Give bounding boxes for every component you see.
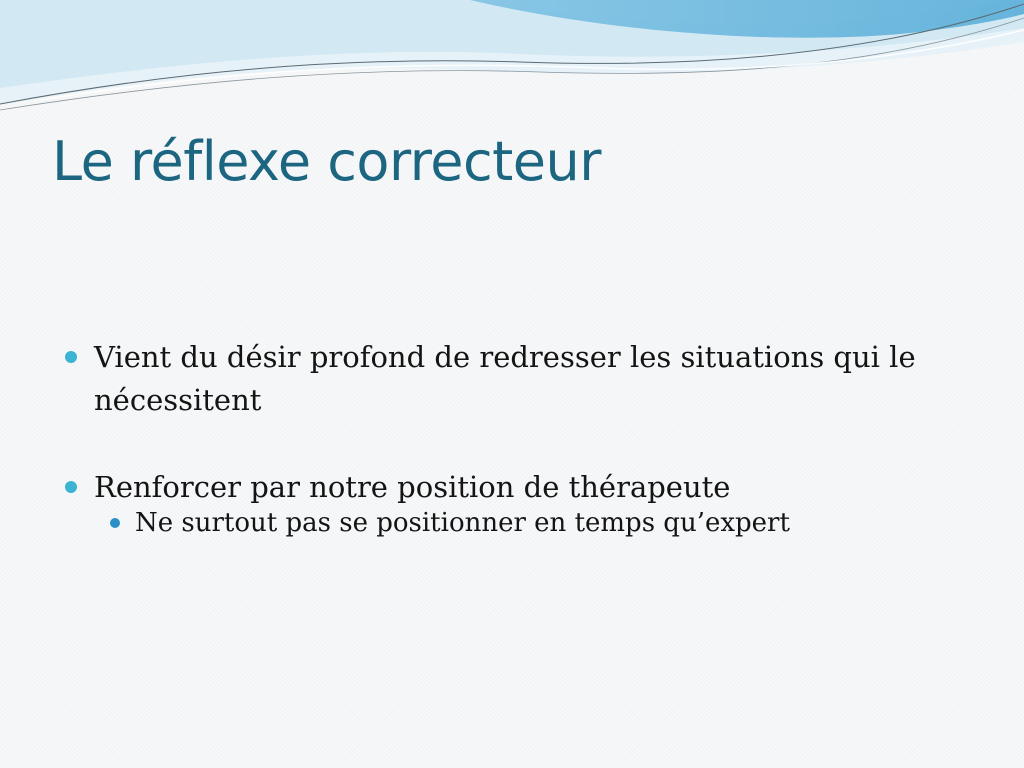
bullet-text-2: Renforcer par notre position de thérapeute [94, 470, 731, 504]
sub-bullet-item-1 [94, 505, 962, 541]
bullet-item-1 [62, 336, 962, 422]
slide-title: Le réflexe correcteur [52, 130, 601, 193]
bullet-list [62, 336, 962, 541]
sub-bullet-text-1: Ne surtout pas se positionner en temps qu’expert [135, 508, 790, 538]
bullet-dot-icon [65, 351, 77, 363]
header-wave-decoration [0, 0, 1024, 120]
bullet-item-2 [62, 466, 962, 509]
bullet-text-1: Vient du désir profond de redresser les situations qui le nécessitent [94, 340, 916, 417]
sub-bullet-dot-icon [110, 518, 120, 528]
bullet-dot-icon [65, 481, 77, 493]
